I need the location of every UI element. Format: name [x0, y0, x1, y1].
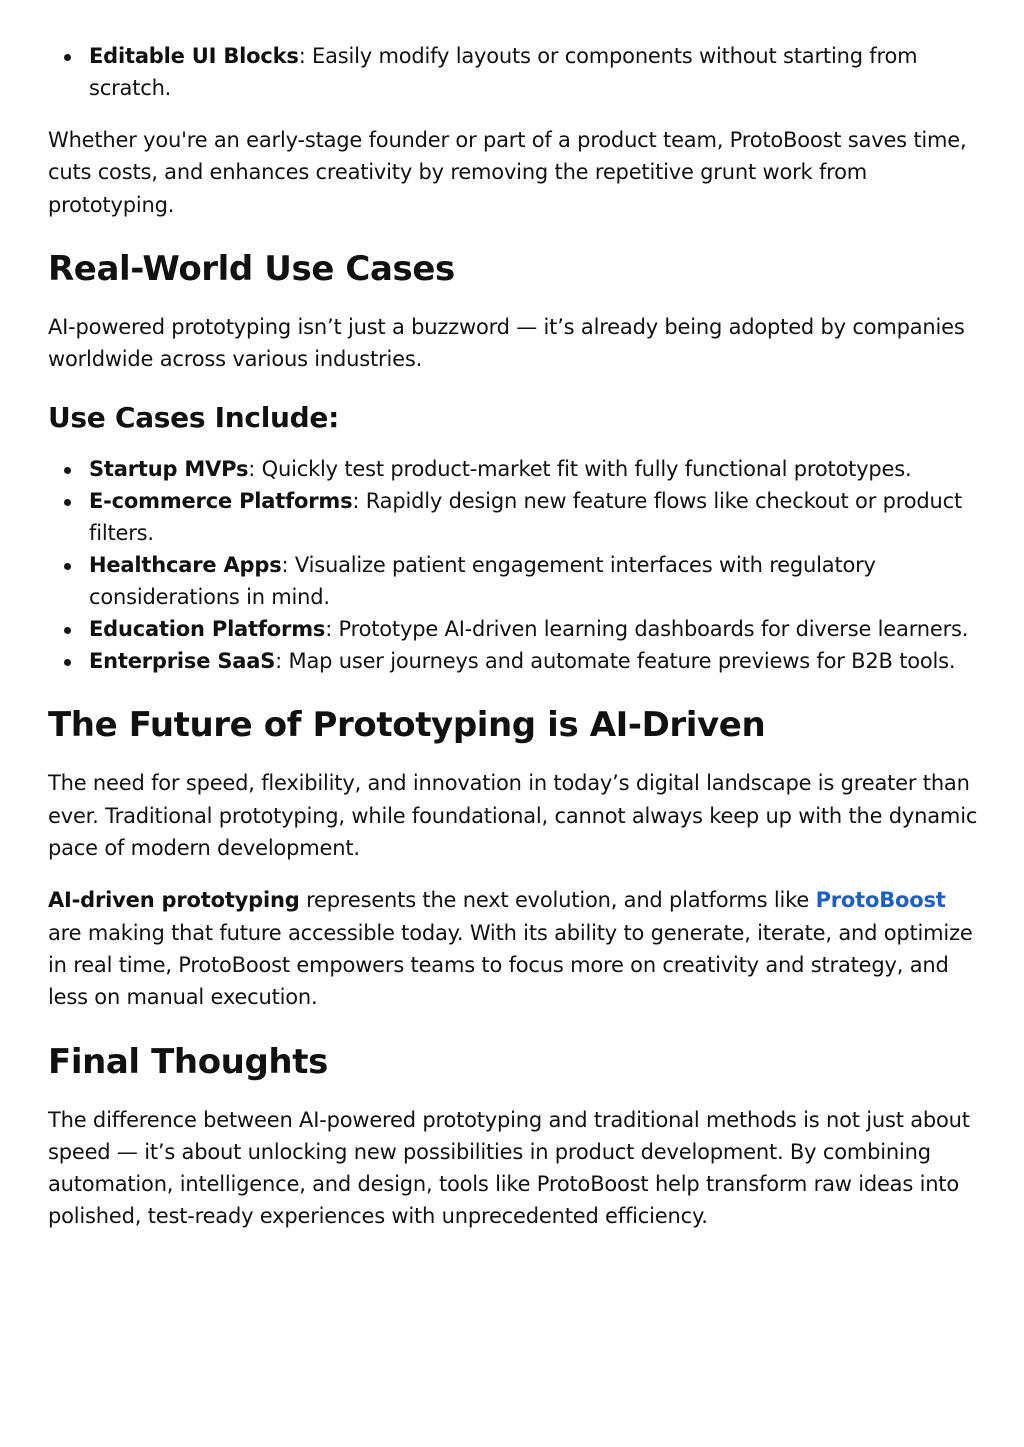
- list-item-term: Enterprise SaaS: [89, 649, 276, 674]
- future-paragraph-1: The need for speed, flexibility, and innovation in today’s digital landscape is greater than ever. Traditional prototyping, while foundational, cannot always keep up with the dynamic pace of modern development.: [48, 771, 978, 861]
- list-item: [89, 40, 978, 104]
- future-paragraph-2: [48, 884, 978, 1013]
- list-item: [89, 485, 978, 549]
- list-item-term: Editable UI Blocks: [89, 44, 299, 68]
- future-text-1: represents the next evolution, and platforms like: [299, 888, 816, 913]
- intro-paragraph: Whether you're an early-stage founder or part of a product team, ProtoBoost saves time, cuts costs, and enhances creativity by removing the repetitive grunt work from prototyping.: [48, 128, 967, 217]
- list-item-text: : Visualize patient engagement interfaces with regulatory considerations in mind.: [89, 553, 876, 610]
- heading-final-thoughts: Final Thoughts: [48, 1041, 328, 1082]
- future-text-2: are making that future accessible today. With its ability to generate, iterate, and optimize in real time, ProtoBoost empowers teams to focus more on creativity and strategy, and less on manual execution.: [48, 920, 973, 1010]
- list-item: [89, 453, 978, 485]
- list-item: [89, 549, 978, 613]
- list-item-text: : Easily modify layouts or components without starting from scratch.: [89, 44, 918, 100]
- list-item-term: E-commerce Platforms: [89, 489, 353, 514]
- list-item-text: : Quickly test product-market fit with fully functional prototypes.: [248, 457, 912, 482]
- protoboost-link[interactable]: ProtoBoost: [815, 888, 946, 913]
- list-item-term: Education Platforms: [89, 617, 326, 642]
- use-cases-paragraph: AI-powered prototyping isn’t just a buzzword — it’s already being adopted by companies worldwide across various industries.: [48, 314, 965, 372]
- heading-future: The Future of Prototyping is AI-Driven: [48, 705, 766, 746]
- list-item-text: : Map user journeys and automate feature previews for B2B tools.: [275, 649, 956, 674]
- list-item: [89, 613, 978, 645]
- list-item: [89, 645, 978, 677]
- list-item-term: Startup MVPs: [89, 457, 249, 482]
- list-item-term: Healthcare Apps: [89, 553, 282, 578]
- article-body: [48, 40, 978, 1233]
- list-item-text: : Prototype AI-driven learning dashboards for diverse learners.: [325, 617, 969, 642]
- feature-list: [48, 40, 978, 104]
- subheading-use-cases-include: Use Cases Include:: [48, 401, 339, 435]
- final-paragraph: The difference between AI-powered prototyping and traditional methods is not just about speed — it’s about unlocking new possibilities in product development. By combining automation, intelligence, and design, tools like ProtoBoost help transform raw ideas into polished, test-ready experiences with unprecedented efficiency.: [48, 1107, 970, 1229]
- future-bold-term: AI-driven prototyping: [48, 888, 300, 913]
- list-item-text: : Rapidly design new feature flows like checkout or product filters.: [89, 489, 962, 546]
- heading-use-cases: Real-World Use Cases: [48, 248, 455, 289]
- use-cases-list: [48, 453, 978, 677]
